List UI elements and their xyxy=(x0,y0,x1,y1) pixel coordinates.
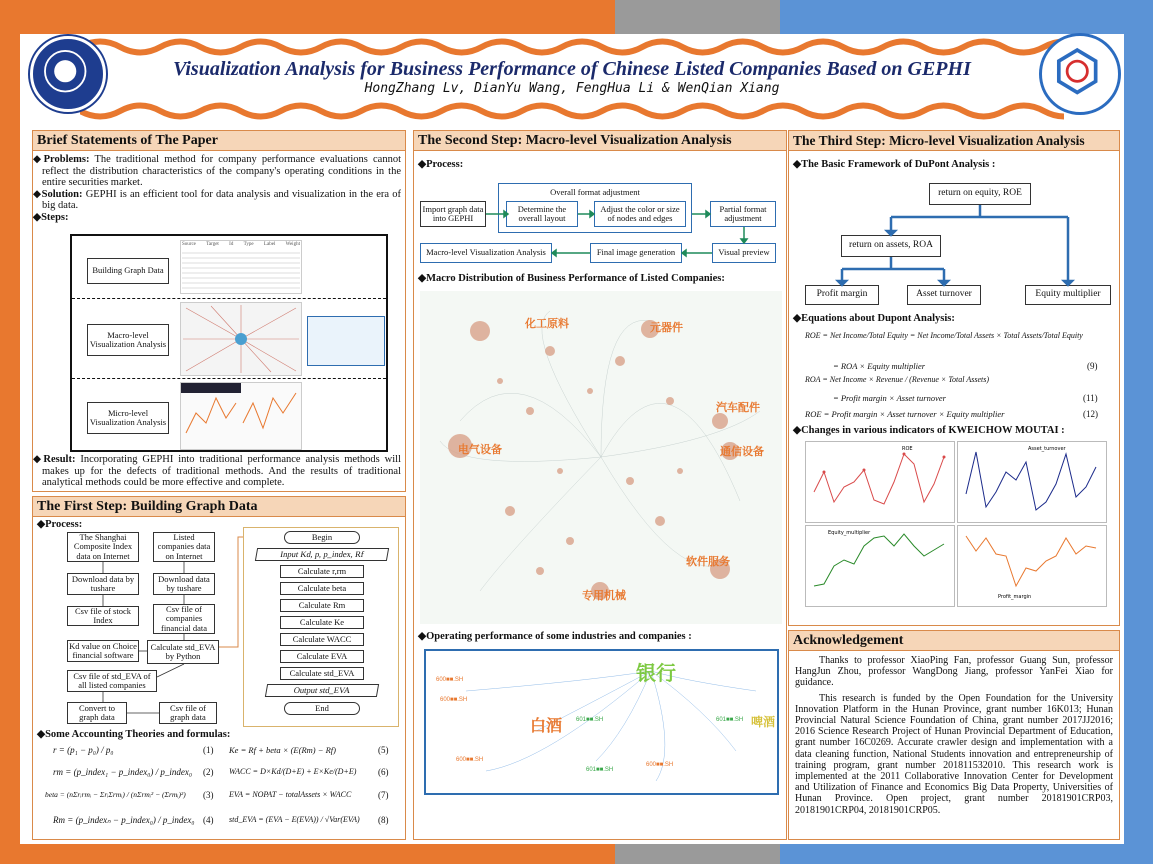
university-logo-left xyxy=(30,36,106,112)
dupont-eq1: ROE = Net Income/Total Equity = Net Income/Total Assets × Total Assets/Total Equity xyxy=(805,331,1083,340)
flow-csv-graph: Csv file of graph data xyxy=(159,702,217,724)
asset-turnover-box: Asset turnover xyxy=(907,285,981,305)
process-label: ◆Process: xyxy=(418,159,464,170)
eq-num: (6) xyxy=(378,767,389,777)
macro-zoom-thumbnail xyxy=(307,316,385,366)
algo-step: Calculate r,rm xyxy=(280,565,364,578)
flow-csv-std-eva: Csv file of std_EVA of all listed companies xyxy=(67,670,157,692)
decor-band-bottom xyxy=(80,100,1064,122)
section-micro-visualization xyxy=(788,130,1120,626)
equation-4: Rm = (p_indexₙ − p_index₀) / p_index₀ xyxy=(53,815,195,825)
operating-label: ◆Operating performance of some industries and companies : xyxy=(418,631,692,642)
section-title: Acknowledgement xyxy=(789,631,1119,651)
process-import: Import graph data into GEPHI xyxy=(420,201,486,227)
algo-step: Calculate WACC xyxy=(280,633,364,646)
university-logo-right xyxy=(1042,36,1118,112)
equation-5: Ke = Rf + beta × (E(Rm) − Rf) xyxy=(229,745,336,755)
ack-paragraph-2: This research is funded by the Open Foundation for the University Innovation Platform in the Hunan Province, grant number 16K013; Hunan Provincial Natural Science Foundation of China, grant number 2017JJ2016; 2016 Science Research Project of Hunan Provincial Department of Education, grant number 16C0269. Accurate crawler design and implementation with a data cleaning function, National Students innovation and entrepreneurship of training program, grant number 201811532010. This research work is implemented at the 2011 Collaborative Innovation Center for Development and Utilization of Finance and Economics Big Data Property, Universities of Hunan Province. Open project, grant number 20181901CRP03, 20181901CRP04, 20181901CRP05. xyxy=(795,692,1113,816)
section-title: The First Step: Building Graph Data xyxy=(33,497,405,517)
equations-label: ◆Equations about Dupont Analysis: xyxy=(793,313,955,324)
bank-label: 银行 xyxy=(636,663,676,685)
section-title: The Second Step: Macro-level Visualization Analysis xyxy=(414,131,786,151)
legend-asset-turnover: Asset_turnover xyxy=(1028,446,1066,452)
section-acknowledgement xyxy=(788,630,1120,840)
beer-label: 啤酒 xyxy=(751,715,776,729)
flow-shanghai-index: The Shanghai Composite Index data on Internet xyxy=(67,532,139,562)
section-title: Brief Statements of The Paper xyxy=(33,131,405,151)
process-final: Final image generation xyxy=(590,243,682,263)
algo-begin: Begin xyxy=(284,531,360,544)
chart-asset-turnover xyxy=(957,441,1107,523)
algo-input: Input Kd, p, p_index, Rf xyxy=(255,548,389,561)
equation-2: rm = (p_index₁ − p_index₀) / p_index₀ xyxy=(53,767,192,777)
step-box-micro: Micro-level Visualization Analysis xyxy=(87,402,169,434)
process-macro: Macro-level Visualization Analysis xyxy=(420,243,552,263)
column-middle xyxy=(413,130,787,840)
industry-label: 元器件 xyxy=(650,322,683,334)
dupont-eq3: ROE = Profit margin × Asset turnover × Equity multiplier xyxy=(805,409,1005,419)
industry-label: 专用机械 xyxy=(582,590,626,602)
poster-header xyxy=(20,34,1124,128)
industry-label: 电气设备 xyxy=(458,444,502,456)
ack-paragraph-1: Thanks to professor XiaoPing Fan, professor Guang Sun, professor HangJun Zhou, professor WangDong Jiang, professor YanFei Xiao for guidance. xyxy=(795,655,1113,689)
algo-step: Calculate Rm xyxy=(280,599,364,612)
eq-num: (5) xyxy=(378,745,389,755)
svg-text:600■■.SH: 600■■.SH xyxy=(646,762,674,768)
algo-step: Calculate EVA xyxy=(280,650,364,663)
svg-text:601■■.SH: 601■■.SH xyxy=(716,717,744,723)
theories-label: ◆Some Accounting Theories and formulas: xyxy=(37,729,231,740)
changes-label: ◆Changes in various indicators of KWEICHOW MOUTAI : xyxy=(793,425,1065,436)
algo-end: End xyxy=(284,702,360,715)
poster-authors: HongZhang Lv, DianYu Wang, FengHua Li & WenQian Xiang xyxy=(364,81,780,96)
legend-equity-multiplier: Equity_multiplier xyxy=(828,530,871,536)
profit-margin-box: Profit margin xyxy=(805,285,879,305)
graph-data-table: Source Target Id Type Label Weight xyxy=(180,240,302,294)
steps-diagram xyxy=(70,234,388,452)
decor-band-top xyxy=(80,36,1064,58)
equation-8: std_EVA = (EVA − E(EVA)) / √Var(EVA) xyxy=(229,815,360,824)
operating-edges xyxy=(426,651,778,793)
process-preview: Visual preview xyxy=(712,243,776,263)
chart-equity-multiplier xyxy=(805,525,955,607)
svg-text:600■■.SH: 600■■.SH xyxy=(440,697,468,703)
equity-multiplier-box: Equity multiplier xyxy=(1025,285,1111,305)
chart-profit-margin xyxy=(957,525,1107,607)
process-color: Adjust the color or size of nodes and edges xyxy=(594,201,686,227)
overall-format-group: Overall format adjustment xyxy=(498,183,692,233)
micro-charts-thumbnail xyxy=(180,382,302,450)
flow-listed-companies: Listed companies data on Internet xyxy=(153,532,215,562)
algorithm-flow xyxy=(243,527,399,727)
svg-text:601■■.SH: 601■■.SH xyxy=(586,767,614,773)
eq-num: (12) xyxy=(1083,409,1098,419)
flow-download-b: Download data by tushare xyxy=(153,573,215,595)
dupont-eq2b: = Profit margin × Asset turnover xyxy=(833,393,946,403)
flow-convert: Convert to graph data xyxy=(67,702,127,724)
process-arrows xyxy=(414,131,788,271)
macro-network-graph xyxy=(420,291,782,624)
eq-num: (4) xyxy=(203,815,214,825)
eq-num: (11) xyxy=(1083,393,1098,403)
industry-label: 软件服务 xyxy=(686,556,730,568)
column-left xyxy=(32,130,406,840)
roe-box: return on equity, ROE xyxy=(929,183,1031,205)
section-macro-visualization xyxy=(413,130,787,840)
equation-1: r = (p₁ − p₀) / p₀ xyxy=(53,745,114,755)
industry-label: 通信设备 xyxy=(720,446,764,458)
step-box-macro: Macro-level Visualization Analysis xyxy=(87,324,169,356)
poster-title: Visualization Analysis for Business Performance of Chinese Listed Companies Based on GEPHI xyxy=(173,58,971,80)
solution-paragraph: ◆Solution: GEPHI is an efficient tool for data analysis and visualization in the era of big data. xyxy=(33,188,401,211)
poster xyxy=(20,34,1124,844)
industry-label: 汽车配件 xyxy=(716,402,760,414)
algo-step: Calculate std_EVA xyxy=(280,667,364,680)
eq-num: (1) xyxy=(203,745,214,755)
equation-7: EVA = NOPAT − totalAssets × WACC xyxy=(229,790,352,799)
step-box-building: Building Graph Data xyxy=(87,258,169,284)
flow-download-a: Download data by tushare xyxy=(67,573,139,595)
svg-text:600■■.SH: 600■■.SH xyxy=(436,677,464,683)
process-partial: Partial format adjustment xyxy=(710,201,776,227)
algo-output: Output std_EVA xyxy=(265,684,379,697)
framework-label: ◆The Basic Framework of DuPont Analysis : xyxy=(793,159,996,170)
flow-kd-value: Kd value on Choice financial software xyxy=(67,640,139,662)
operating-network-graph xyxy=(424,649,779,795)
flow-csv-companies: Csv file of companies financial data xyxy=(153,604,215,634)
eq-num: (9) xyxy=(1087,361,1098,371)
legend-profit-margin: Profit_margin xyxy=(998,594,1032,600)
eq-num: (7) xyxy=(378,790,389,800)
eq-num: (8) xyxy=(378,815,389,825)
chart-roe xyxy=(805,441,955,523)
macro-graph-thumbnail xyxy=(180,302,302,376)
industry-label: 化工原料 xyxy=(525,318,569,330)
algo-step: Calculate beta xyxy=(280,582,364,595)
steps-label: ◆Steps: xyxy=(33,211,69,223)
equation-6: WACC = D×Kd/(D+E) + E×Ke/(D+E) xyxy=(229,767,357,776)
eq-num: (2) xyxy=(203,767,214,777)
baijiu-label: 白酒 xyxy=(530,718,563,735)
macro-label: ◆Macro Distribution of Business Performance of Listed Companies: xyxy=(418,273,725,284)
problems-paragraph: ◆Problems: The traditional method for company performance evaluations cannot reflect the distribution characteristics of the company's operating conditions in the entire securities market. xyxy=(33,154,401,188)
equation-3: beta = (nΣrᵢrmᵢ − ΣrᵢΣrmᵢ) / (nΣrmᵢ² − (Σrmᵢ)²) xyxy=(45,790,186,799)
section-brief-statements xyxy=(32,130,406,492)
process-label: ◆Process: xyxy=(37,519,83,530)
dupont-eq1b: = ROA × Equity multiplier xyxy=(833,361,926,371)
dupont-arrows xyxy=(789,131,1121,311)
algo-step: Calculate Ke xyxy=(280,616,364,629)
flow-calc-std-eva: Calculate std_EVA by Python xyxy=(147,640,219,664)
section-title: The Third Step: Micro-level Visualization Analysis xyxy=(789,131,1119,151)
result-paragraph: ◆Result: Incorporating GEPHI into traditional performance analysis methods will makes up for the defects of traditional methods. And the results of traditional analytical methods could be more effective and complete. xyxy=(33,454,402,488)
svg-text:600■■.SH: 600■■.SH xyxy=(456,757,484,763)
eq-num: (3) xyxy=(203,790,214,800)
section-building-graph-data xyxy=(32,496,406,840)
flow-csv-index: Csv file of stock Index xyxy=(67,606,139,626)
roa-box: return on assets, ROA xyxy=(841,235,941,257)
legend-roe: ROE xyxy=(902,446,913,452)
column-right xyxy=(788,130,1120,840)
svg-text:601■■.SH: 601■■.SH xyxy=(576,717,604,723)
process-layout: Determine the overall layout xyxy=(506,201,578,227)
dupont-eq2: ROA = Net Income × Revenue / (Revenue × Total Assets) xyxy=(805,375,989,384)
